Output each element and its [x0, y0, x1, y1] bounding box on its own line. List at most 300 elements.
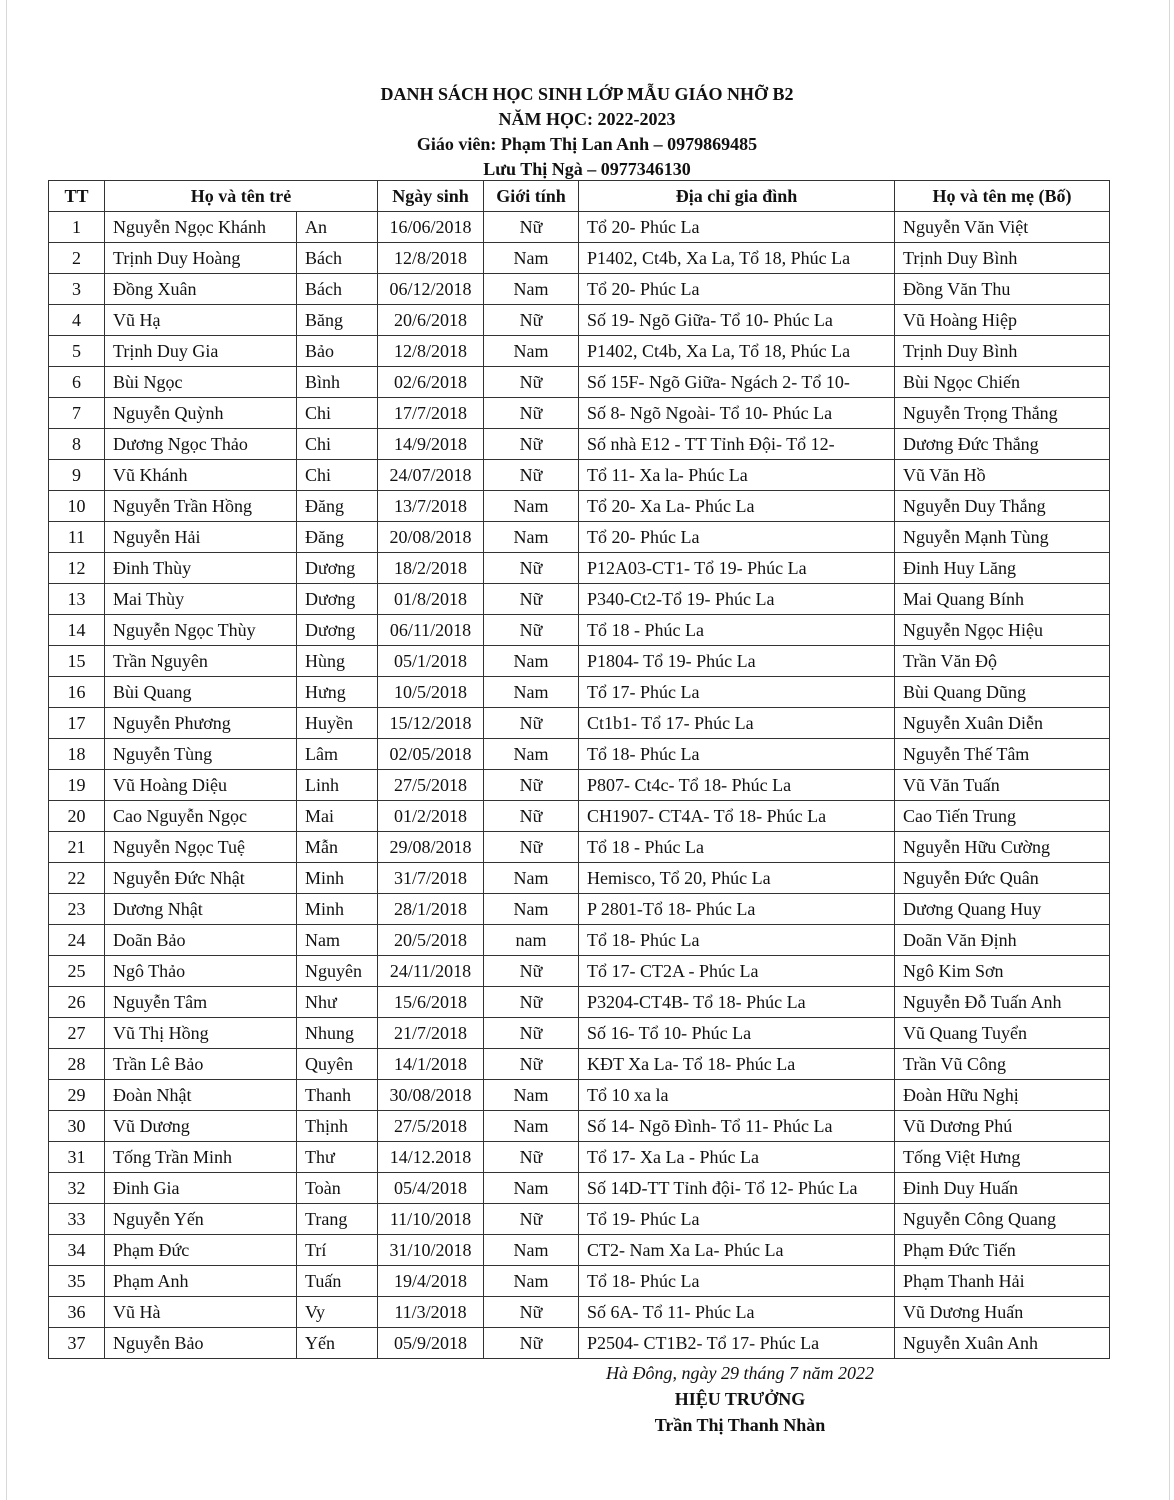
- cell-name: Trịnh Duy Hoàng: [105, 243, 297, 274]
- cell-tt: 36: [49, 1297, 105, 1328]
- cell-given-name: Như: [297, 987, 378, 1018]
- cell-gender: Nam: [484, 522, 579, 553]
- cell-given-name: Vy: [297, 1297, 378, 1328]
- cell-address: P12A03-CT1- Tổ 19- Phúc La: [579, 553, 895, 584]
- cell-parent: Nguyễn Xuân Diễn: [895, 708, 1110, 739]
- cell-given-name: Toàn: [297, 1173, 378, 1204]
- cell-tt: 13: [49, 584, 105, 615]
- cell-tt: 23: [49, 894, 105, 925]
- cell-dob: 13/7/2018: [378, 491, 484, 522]
- table-row: [49, 429, 1110, 460]
- cell-gender: Nam: [484, 491, 579, 522]
- table-row: [49, 801, 1110, 832]
- cell-dob: 11/10/2018: [378, 1204, 484, 1235]
- cell-gender: Nữ: [484, 367, 579, 398]
- table-row: [49, 584, 1110, 615]
- cell-parent: Mai Quang Bính: [895, 584, 1110, 615]
- cell-name: Bùi Ngọc: [105, 367, 297, 398]
- cell-gender: Nữ: [484, 832, 579, 863]
- cell-name: Trần Nguyên: [105, 646, 297, 677]
- cell-parent: Nguyễn Thế Tâm: [895, 739, 1110, 770]
- table-row: [49, 274, 1110, 305]
- table-row: [49, 894, 1110, 925]
- cell-tt: 22: [49, 863, 105, 894]
- cell-gender: Nam: [484, 336, 579, 367]
- cell-dob: 05/4/2018: [378, 1173, 484, 1204]
- cell-tt: 6: [49, 367, 105, 398]
- cell-given-name: Trang: [297, 1204, 378, 1235]
- table-row: [49, 1266, 1110, 1297]
- cell-address: CH1907- CT4A- Tổ 18- Phúc La: [579, 801, 895, 832]
- cell-gender: Nam: [484, 274, 579, 305]
- header-address: Địa chỉ gia đình: [579, 181, 895, 212]
- cell-name: Ngô Thảo: [105, 956, 297, 987]
- cell-tt: 19: [49, 770, 105, 801]
- cell-given-name: Đăng: [297, 491, 378, 522]
- cell-tt: 12: [49, 553, 105, 584]
- table-row: [49, 1049, 1110, 1080]
- cell-gender: Nam: [484, 646, 579, 677]
- cell-dob: 17/7/2018: [378, 398, 484, 429]
- cell-parent: Bùi Ngọc Chiến: [895, 367, 1110, 398]
- cell-gender: Nam: [484, 1266, 579, 1297]
- table-row: [49, 615, 1110, 646]
- cell-gender: Nữ: [484, 1018, 579, 1049]
- cell-dob: 20/08/2018: [378, 522, 484, 553]
- cell-given-name: Nguyên: [297, 956, 378, 987]
- cell-gender: Nữ: [484, 212, 579, 243]
- cell-address: Tổ 20- Xa La- Phúc La: [579, 491, 895, 522]
- cell-parent: Đinh Duy Huấn: [895, 1173, 1110, 1204]
- cell-parent: Vũ Quang Tuyển: [895, 1018, 1110, 1049]
- table-row: [49, 1142, 1110, 1173]
- header-tt: TT: [49, 181, 105, 212]
- table-row: [49, 212, 1110, 243]
- table-row: [49, 243, 1110, 274]
- cell-name: Vũ Hạ: [105, 305, 297, 336]
- table-row: [49, 1018, 1110, 1049]
- cell-address: P340-Ct2-Tổ 19- Phúc La: [579, 584, 895, 615]
- cell-gender: Nam: [484, 863, 579, 894]
- cell-dob: 27/5/2018: [378, 770, 484, 801]
- cell-gender: Nữ: [484, 987, 579, 1018]
- cell-address: Tổ 19- Phúc La: [579, 1204, 895, 1235]
- cell-address: Ct1b1- Tổ 17- Phúc La: [579, 708, 895, 739]
- cell-given-name: Bách: [297, 274, 378, 305]
- school-year: NĂM HỌC: 2022-2023: [498, 109, 676, 129]
- cell-name: Nguyễn Tùng: [105, 739, 297, 770]
- table-row: [49, 1111, 1110, 1142]
- cell-dob: 06/12/2018: [378, 274, 484, 305]
- table-row: [49, 987, 1110, 1018]
- cell-gender: Nam: [484, 739, 579, 770]
- cell-given-name: Chi: [297, 429, 378, 460]
- cell-dob: 24/11/2018: [378, 956, 484, 987]
- cell-gender: Nữ: [484, 770, 579, 801]
- cell-gender: Nam: [484, 1173, 579, 1204]
- cell-given-name: Bình: [297, 367, 378, 398]
- cell-name: Trịnh Duy Gia: [105, 336, 297, 367]
- cell-gender: Nam: [484, 894, 579, 925]
- cell-given-name: Lâm: [297, 739, 378, 770]
- cell-dob: 02/6/2018: [378, 367, 484, 398]
- cell-dob: 14/9/2018: [378, 429, 484, 460]
- cell-address: Số 15F- Ngõ Giữa- Ngách 2- Tổ 10-: [579, 367, 895, 398]
- student-table: [48, 180, 1110, 1359]
- cell-tt: 20: [49, 801, 105, 832]
- cell-name: Nguyễn Tâm: [105, 987, 297, 1018]
- cell-tt: 34: [49, 1235, 105, 1266]
- cell-address: Số 14- Ngõ Đình- Tổ 11- Phúc La: [579, 1111, 895, 1142]
- cell-given-name: Minh: [297, 894, 378, 925]
- teacher-line-2: Lưu Thị Ngà – 0977346130: [483, 159, 691, 179]
- cell-tt: 25: [49, 956, 105, 987]
- cell-given-name: Chi: [297, 460, 378, 491]
- cell-tt: 10: [49, 491, 105, 522]
- document-header: [0, 82, 1174, 182]
- table-body: [49, 212, 1110, 1359]
- cell-dob: 14/12.2018: [378, 1142, 484, 1173]
- principal-name: Trần Thị Thanh Nhàn: [654, 1415, 826, 1435]
- cell-tt: 14: [49, 615, 105, 646]
- table-row: [49, 1328, 1110, 1359]
- cell-parent: Nguyễn Mạnh Tùng: [895, 522, 1110, 553]
- page-border-left: [6, 0, 7, 1500]
- cell-given-name: Huyền: [297, 708, 378, 739]
- cell-name: Đoàn Nhật: [105, 1080, 297, 1111]
- cell-gender: Nữ: [484, 1204, 579, 1235]
- cell-dob: 10/5/2018: [378, 677, 484, 708]
- cell-given-name: Dương: [297, 553, 378, 584]
- cell-parent: Nguyễn Ngọc Hiệu: [895, 615, 1110, 646]
- cell-address: Số nhà E12 - TT Tỉnh Đội- Tổ 12-: [579, 429, 895, 460]
- cell-given-name: Tuấn: [297, 1266, 378, 1297]
- cell-given-name: An: [297, 212, 378, 243]
- cell-gender: Nữ: [484, 1328, 579, 1359]
- cell-dob: 15/12/2018: [378, 708, 484, 739]
- cell-address: Tổ 18- Phúc La: [579, 1266, 895, 1297]
- cell-name: Đinh Thùy: [105, 553, 297, 584]
- cell-gender: Nữ: [484, 584, 579, 615]
- table-row: [49, 491, 1110, 522]
- cell-dob: 12/8/2018: [378, 336, 484, 367]
- cell-name: Nguyễn Trần Hồng: [105, 491, 297, 522]
- cell-parent: Trịnh Duy Bình: [895, 336, 1110, 367]
- signature-block: [560, 1360, 920, 1438]
- cell-address: Tổ 18- Phúc La: [579, 925, 895, 956]
- cell-dob: 21/7/2018: [378, 1018, 484, 1049]
- cell-name: Bùi Quang: [105, 677, 297, 708]
- cell-name: Nguyễn Phương: [105, 708, 297, 739]
- table-row: [49, 522, 1110, 553]
- cell-parent: Vũ Văn Hồ: [895, 460, 1110, 491]
- cell-name: Dương Ngọc Thảo: [105, 429, 297, 460]
- table-row: [49, 677, 1110, 708]
- cell-dob: 15/6/2018: [378, 987, 484, 1018]
- cell-name: Vũ Thị Hồng: [105, 1018, 297, 1049]
- cell-dob: 29/08/2018: [378, 832, 484, 863]
- cell-parent: Đoàn Hữu Nghị: [895, 1080, 1110, 1111]
- cell-address: Số 8- Ngõ Ngoài- Tổ 10- Phúc La: [579, 398, 895, 429]
- table-row: [49, 367, 1110, 398]
- cell-parent: Trần Vũ Công: [895, 1049, 1110, 1080]
- table-row: [49, 460, 1110, 491]
- cell-parent: Tống Việt Hưng: [895, 1142, 1110, 1173]
- cell-dob: 24/07/2018: [378, 460, 484, 491]
- cell-dob: 31/7/2018: [378, 863, 484, 894]
- cell-parent: Vũ Dương Phú: [895, 1111, 1110, 1142]
- cell-gender: Nữ: [484, 398, 579, 429]
- cell-name: Đinh Gia: [105, 1173, 297, 1204]
- cell-name: Vũ Hà: [105, 1297, 297, 1328]
- cell-given-name: Mẫn: [297, 832, 378, 863]
- cell-name: Nguyễn Đức Nhật: [105, 863, 297, 894]
- cell-given-name: Dương: [297, 615, 378, 646]
- table-row: [49, 863, 1110, 894]
- cell-parent: Vũ Văn Tuấn: [895, 770, 1110, 801]
- cell-tt: 8: [49, 429, 105, 460]
- cell-gender: Nữ: [484, 429, 579, 460]
- cell-dob: 27/5/2018: [378, 1111, 484, 1142]
- cell-name: Vũ Hoàng Diệu: [105, 770, 297, 801]
- cell-address: Tổ 17- Xa La - Phúc La: [579, 1142, 895, 1173]
- cell-address: Số 6A- Tổ 11- Phúc La: [579, 1297, 895, 1328]
- table-row: [49, 646, 1110, 677]
- cell-name: Tống Trần Minh: [105, 1142, 297, 1173]
- cell-address: Tổ 20- Phúc La: [579, 212, 895, 243]
- cell-given-name: Quyên: [297, 1049, 378, 1080]
- table-row: [49, 553, 1110, 584]
- cell-address: Tổ 10 xa la: [579, 1080, 895, 1111]
- cell-parent: Trần Văn Độ: [895, 646, 1110, 677]
- cell-address: P1402, Ct4b, Xa La, Tổ 18, Phúc La: [579, 336, 895, 367]
- cell-address: P1804- Tổ 19- Phúc La: [579, 646, 895, 677]
- cell-dob: 05/9/2018: [378, 1328, 484, 1359]
- cell-dob: 06/11/2018: [378, 615, 484, 646]
- cell-given-name: Băng: [297, 305, 378, 336]
- cell-name: Nguyễn Ngọc Thùy: [105, 615, 297, 646]
- cell-parent: Nguyễn Trọng Thắng: [895, 398, 1110, 429]
- cell-gender: nam: [484, 925, 579, 956]
- cell-address: Tổ 20- Phúc La: [579, 274, 895, 305]
- cell-gender: Nam: [484, 677, 579, 708]
- table-row: [49, 739, 1110, 770]
- cell-address: P807- Ct4c- Tổ 18- Phúc La: [579, 770, 895, 801]
- cell-parent: Cao Tiến Trung: [895, 801, 1110, 832]
- cell-tt: 15: [49, 646, 105, 677]
- cell-given-name: Hưng: [297, 677, 378, 708]
- place-date: Hà Đông, ngày 29 tháng 7 năm 2022: [606, 1363, 874, 1383]
- cell-tt: 4: [49, 305, 105, 336]
- cell-name: Nguyễn Ngọc Tuệ: [105, 832, 297, 863]
- cell-tt: 7: [49, 398, 105, 429]
- cell-given-name: Đăng: [297, 522, 378, 553]
- document-title: DANH SÁCH HỌC SINH LỚP MẪU GIÁO NHỠ B2: [380, 84, 794, 104]
- cell-parent: Doãn Văn Định: [895, 925, 1110, 956]
- cell-gender: Nam: [484, 1235, 579, 1266]
- cell-name: Vũ Dương: [105, 1111, 297, 1142]
- cell-given-name: Thư: [297, 1142, 378, 1173]
- table-row: [49, 956, 1110, 987]
- cell-tt: 3: [49, 274, 105, 305]
- cell-dob: 30/08/2018: [378, 1080, 484, 1111]
- cell-parent: Dương Đức Thắng: [895, 429, 1110, 460]
- cell-dob: 12/8/2018: [378, 243, 484, 274]
- cell-dob: 05/1/2018: [378, 646, 484, 677]
- cell-name: Nguyễn Hải: [105, 522, 297, 553]
- cell-given-name: Yến: [297, 1328, 378, 1359]
- cell-gender: Nam: [484, 1080, 579, 1111]
- cell-given-name: Nam: [297, 925, 378, 956]
- cell-name: Dương Nhật: [105, 894, 297, 925]
- cell-gender: Nữ: [484, 708, 579, 739]
- cell-given-name: Thanh: [297, 1080, 378, 1111]
- cell-tt: 37: [49, 1328, 105, 1359]
- cell-name: Phạm Đức: [105, 1235, 297, 1266]
- cell-tt: 17: [49, 708, 105, 739]
- cell-parent: Phạm Đức Tiến: [895, 1235, 1110, 1266]
- table-row: [49, 1204, 1110, 1235]
- cell-gender: Nam: [484, 1111, 579, 1142]
- cell-dob: 20/5/2018: [378, 925, 484, 956]
- cell-dob: 16/06/2018: [378, 212, 484, 243]
- cell-parent: Nguyễn Đức Quân: [895, 863, 1110, 894]
- cell-parent: Vũ Dương Huấn: [895, 1297, 1110, 1328]
- cell-address: P3204-CT4B- Tổ 18- Phúc La: [579, 987, 895, 1018]
- cell-parent: Nguyễn Hữu Cường: [895, 832, 1110, 863]
- cell-tt: 27: [49, 1018, 105, 1049]
- cell-tt: 2: [49, 243, 105, 274]
- cell-parent: Đồng Văn Thu: [895, 274, 1110, 305]
- cell-address: Tổ 18 - Phúc La: [579, 832, 895, 863]
- cell-gender: Nữ: [484, 553, 579, 584]
- cell-given-name: Mai: [297, 801, 378, 832]
- cell-tt: 18: [49, 739, 105, 770]
- cell-dob: 19/4/2018: [378, 1266, 484, 1297]
- cell-name: Phạm Anh: [105, 1266, 297, 1297]
- cell-gender: Nữ: [484, 460, 579, 491]
- cell-address: Số 19- Ngõ Giữa- Tổ 10- Phúc La: [579, 305, 895, 336]
- cell-given-name: Minh: [297, 863, 378, 894]
- table-row: [49, 770, 1110, 801]
- cell-parent: Nguyễn Duy Thắng: [895, 491, 1110, 522]
- table-row: [49, 1297, 1110, 1328]
- cell-gender: Nữ: [484, 801, 579, 832]
- cell-tt: 30: [49, 1111, 105, 1142]
- cell-name: Mai Thùy: [105, 584, 297, 615]
- cell-parent: Nguyễn Xuân Anh: [895, 1328, 1110, 1359]
- cell-parent: Vũ Hoàng Hiệp: [895, 305, 1110, 336]
- cell-dob: 28/1/2018: [378, 894, 484, 925]
- cell-dob: 01/2/2018: [378, 801, 484, 832]
- cell-given-name: Dương: [297, 584, 378, 615]
- cell-gender: Nữ: [484, 305, 579, 336]
- cell-dob: 11/3/2018: [378, 1297, 484, 1328]
- cell-tt: 32: [49, 1173, 105, 1204]
- cell-given-name: Thịnh: [297, 1111, 378, 1142]
- cell-tt: 11: [49, 522, 105, 553]
- cell-gender: Nữ: [484, 956, 579, 987]
- teacher-line-1: Giáo viên: Phạm Thị Lan Anh – 0979869485: [416, 134, 758, 154]
- cell-dob: 01/8/2018: [378, 584, 484, 615]
- table-header-row: [49, 181, 1110, 212]
- cell-parent: Dương Quang Huy: [895, 894, 1110, 925]
- cell-tt: 28: [49, 1049, 105, 1080]
- cell-address: Tổ 18- Phúc La: [579, 739, 895, 770]
- cell-given-name: Linh: [297, 770, 378, 801]
- cell-address: Tổ 18 - Phúc La: [579, 615, 895, 646]
- cell-tt: 29: [49, 1080, 105, 1111]
- cell-given-name: Chi: [297, 398, 378, 429]
- cell-name: Vũ Khánh: [105, 460, 297, 491]
- cell-address: Tổ 17- CT2A - Phúc La: [579, 956, 895, 987]
- cell-given-name: Bảo: [297, 336, 378, 367]
- cell-address: P1402, Ct4b, Xa La, Tổ 18, Phúc La: [579, 243, 895, 274]
- cell-address: Tổ 17- Phúc La: [579, 677, 895, 708]
- table-row: [49, 832, 1110, 863]
- cell-address: KĐT Xa La- Tổ 18- Phúc La: [579, 1049, 895, 1080]
- cell-gender: Nam: [484, 243, 579, 274]
- cell-given-name: Nhung: [297, 1018, 378, 1049]
- cell-tt: 35: [49, 1266, 105, 1297]
- cell-address: Hemisco, Tổ 20, Phúc La: [579, 863, 895, 894]
- cell-tt: 33: [49, 1204, 105, 1235]
- table-row: [49, 925, 1110, 956]
- cell-parent: Nguyễn Đỗ Tuấn Anh: [895, 987, 1110, 1018]
- cell-dob: 02/05/2018: [378, 739, 484, 770]
- cell-parent: Ngô Kim Sơn: [895, 956, 1110, 987]
- cell-address: Tổ 20- Phúc La: [579, 522, 895, 553]
- cell-tt: 31: [49, 1142, 105, 1173]
- header-gender: Giới tính: [484, 181, 579, 212]
- table-row: [49, 336, 1110, 367]
- cell-tt: 24: [49, 925, 105, 956]
- cell-parent: Trịnh Duy Bình: [895, 243, 1110, 274]
- cell-name: Cao Nguyễn Ngọc: [105, 801, 297, 832]
- cell-given-name: Bách: [297, 243, 378, 274]
- cell-tt: 9: [49, 460, 105, 491]
- cell-name: Doãn Bảo: [105, 925, 297, 956]
- cell-gender: Nữ: [484, 615, 579, 646]
- table-row: [49, 1235, 1110, 1266]
- table-row: [49, 305, 1110, 336]
- cell-name: Nguyễn Yến: [105, 1204, 297, 1235]
- cell-name: Nguyễn Quỳnh: [105, 398, 297, 429]
- cell-tt: 16: [49, 677, 105, 708]
- cell-given-name: Trí: [297, 1235, 378, 1266]
- cell-gender: Nữ: [484, 1297, 579, 1328]
- cell-gender: Nữ: [484, 1049, 579, 1080]
- cell-name: Trần Lê Bảo: [105, 1049, 297, 1080]
- cell-address: Tổ 11- Xa la- Phúc La: [579, 460, 895, 491]
- cell-dob: 18/2/2018: [378, 553, 484, 584]
- header-dob: Ngày sinh: [378, 181, 484, 212]
- cell-tt: 1: [49, 212, 105, 243]
- cell-gender: Nữ: [484, 1142, 579, 1173]
- table-row: [49, 398, 1110, 429]
- table-row: [49, 1080, 1110, 1111]
- cell-dob: 20/6/2018: [378, 305, 484, 336]
- cell-parent: Đinh Huy Lăng: [895, 553, 1110, 584]
- cell-tt: 5: [49, 336, 105, 367]
- cell-parent: Nguyễn Văn Việt: [895, 212, 1110, 243]
- cell-parent: Phạm Thanh Hải: [895, 1266, 1110, 1297]
- cell-parent: Bùi Quang Dũng: [895, 677, 1110, 708]
- cell-address: P2504- CT1B2- Tổ 17- Phúc La: [579, 1328, 895, 1359]
- cell-tt: 26: [49, 987, 105, 1018]
- principal-title: HIỆU TRƯỞNG: [674, 1389, 806, 1409]
- cell-name: Nguyễn Ngọc Khánh: [105, 212, 297, 243]
